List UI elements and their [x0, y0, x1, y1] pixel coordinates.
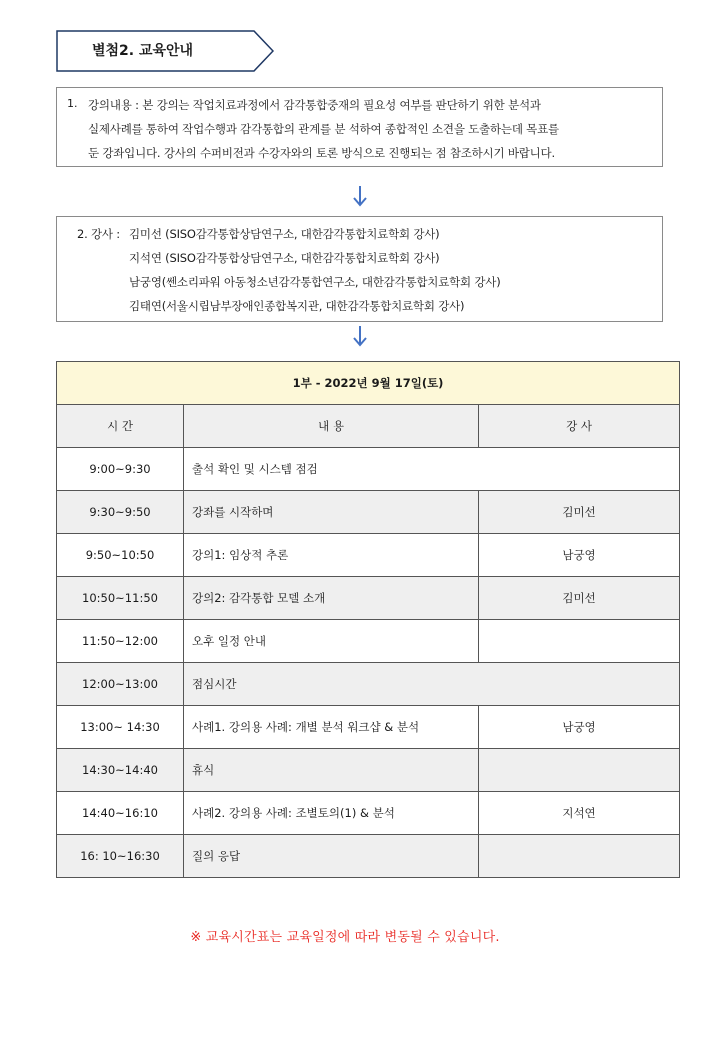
- table-row: [57, 491, 680, 534]
- description-line: 둔 강좌입니다. 강사의 수퍼비전과 수강자와의 토론 방식으로 진행되는 점 참조하시기 바랍니다.: [88, 146, 555, 160]
- table-row: [57, 663, 680, 706]
- section-title: 별첨2. 교육안내: [92, 43, 194, 59]
- table-row: [57, 620, 680, 663]
- table-row: [57, 706, 680, 749]
- lecturer-item: 김미선 (SISO감각통합상담연구소, 대한감각통합치료학회 강사): [129, 227, 440, 241]
- lecturer-item: 지석연 (SISO감각통합상담연구소, 대한감각통합치료학회 강사): [129, 251, 440, 265]
- content-cell: 강좌를 시작하며: [184, 491, 479, 534]
- time-cell: 11:50~12:00: [57, 620, 184, 663]
- down-arrow-icon: [352, 185, 368, 207]
- lecturer-item: 김태연(서울시립남부장애인종합복지관, 대한감각통합치료학회 강사): [129, 299, 465, 313]
- content-cell: 강의1: 임상적 추론: [184, 534, 479, 577]
- time-cell: 16: 10~16:30: [57, 835, 184, 878]
- schedule-title-row: [57, 362, 680, 405]
- lecturer-cell: 지석연: [479, 792, 680, 835]
- content-cell: 사례1. 강의용 사례: 개별 분석 워크샵 & 분석: [184, 706, 479, 749]
- column-header-time: 시 간: [57, 405, 184, 448]
- time-cell: 10:50~11:50: [57, 577, 184, 620]
- schedule-title: 1부 - 2022년 9월 17일(토): [57, 362, 680, 405]
- description-line: 강의내용 : 본 강의는 작업치료과정에서 감각통합중재의 필요성 여부를 판단하기 위한 분석과: [88, 98, 541, 112]
- time-cell: 9:50~10:50: [57, 534, 184, 577]
- table-row: [57, 534, 680, 577]
- time-cell: 9:00~9:30: [57, 448, 184, 491]
- item-number: 1.: [67, 97, 78, 110]
- content-cell: 출석 확인 및 시스템 점검: [184, 448, 680, 491]
- time-cell: 14:40~16:10: [57, 792, 184, 835]
- table-header-row: [57, 405, 680, 448]
- time-cell: 12:00~13:00: [57, 663, 184, 706]
- time-cell: 9:30~9:50: [57, 491, 184, 534]
- table-row: [57, 577, 680, 620]
- course-content-box: [56, 87, 663, 167]
- table-row: [57, 749, 680, 792]
- lecturers-label: 2. 강사 :: [77, 227, 120, 241]
- column-header-lecturer: 강 사: [479, 405, 680, 448]
- table-row: [57, 448, 680, 491]
- time-cell: 13:00~ 14:30: [57, 706, 184, 749]
- lecturer-cell: 김미선: [479, 577, 680, 620]
- lecturer-item: 남궁영(쎈소리파워 아동청소년감각통합연구소, 대한감각통합치료학회 강사): [129, 275, 501, 289]
- down-arrow-icon: [352, 325, 368, 347]
- schedule-change-note: ※ 교육시간표는 교육일정에 따라 변동될 수 있습니다.: [190, 930, 500, 945]
- lecturer-cell: [479, 835, 680, 878]
- content-cell: 오후 일정 안내: [184, 620, 479, 663]
- lecturer-cell: 남궁영: [479, 706, 680, 749]
- content-cell: 질의 응답: [184, 835, 479, 878]
- lecturer-cell: [479, 620, 680, 663]
- lecturer-cell: 김미선: [479, 491, 680, 534]
- lecturer-cell: 남궁영: [479, 534, 680, 577]
- schedule-table: [56, 361, 680, 878]
- course-description: [88, 93, 656, 165]
- lecturer-cell: [479, 749, 680, 792]
- description-line: 실제사례를 통하여 작업수행과 감각통합의 관계를 분 석하여 종합적인 소견을 도출하는데 목표를: [88, 122, 559, 136]
- time-cell: 14:30~14:40: [57, 749, 184, 792]
- lecturers-box: [56, 216, 663, 322]
- content-cell: 사례2. 강의용 사례: 조별토의(1) & 분석: [184, 792, 479, 835]
- table-row: [57, 835, 680, 878]
- table-row: [57, 792, 680, 835]
- content-cell: 강의2: 감각통합 모델 소개: [184, 577, 479, 620]
- column-header-content: 내 용: [184, 405, 479, 448]
- section-tag: [56, 30, 274, 72]
- content-cell: 휴식: [184, 749, 479, 792]
- content-cell: 점심시간: [184, 663, 680, 706]
